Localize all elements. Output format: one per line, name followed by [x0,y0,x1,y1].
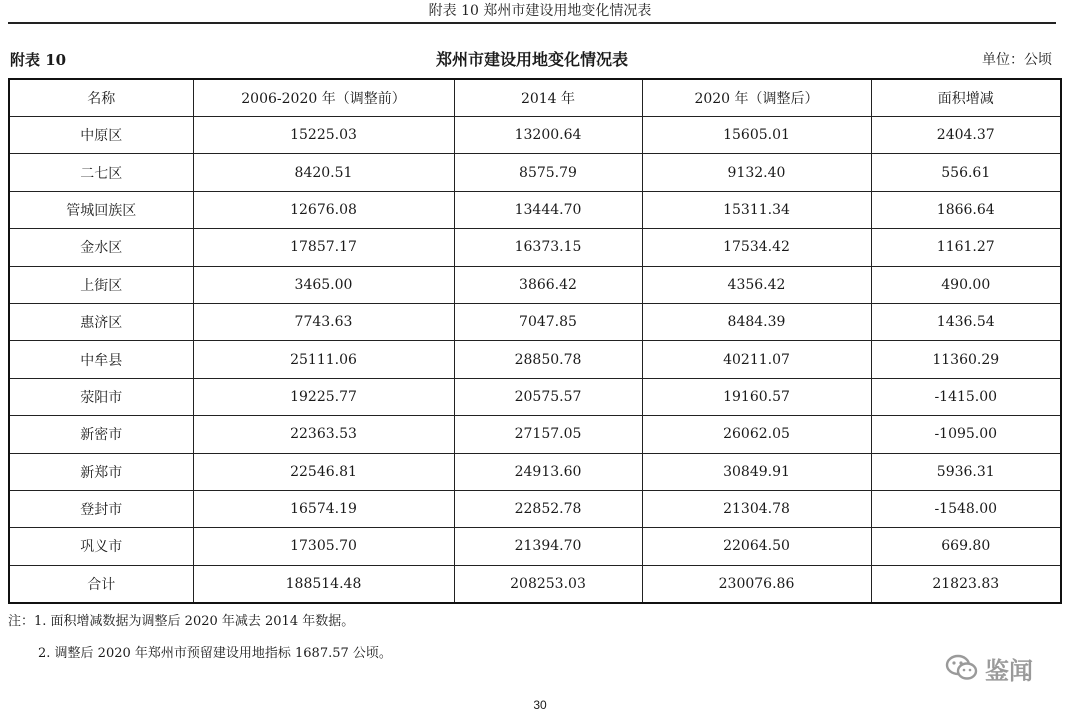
unit-label: 单位：公顷 [982,52,1052,68]
table-row [9,229,1061,266]
value-cell: 17857.17 [193,229,454,266]
table-row [9,341,1061,378]
value-cell: 8484.39 [642,303,871,340]
value-cell: 22852.78 [454,490,642,527]
value-cell: -1095.00 [871,416,1061,453]
table-notes [8,612,392,664]
total-row [9,565,1061,603]
value-cell: 490.00 [871,266,1061,303]
value-cell: 188514.48 [193,565,454,603]
value-cell: 9132.40 [642,154,871,191]
value-cell: 208253.03 [454,565,642,603]
value-cell: -1415.00 [871,378,1061,415]
district-name-cell: 中原区 [9,117,193,154]
table-header-row [9,79,1061,117]
value-cell: 7743.63 [193,303,454,340]
column-header: 名称 [9,79,193,117]
value-cell: 4356.42 [642,266,871,303]
value-cell: 230076.86 [642,565,871,603]
value-cell: 1436.54 [871,303,1061,340]
value-cell: 13200.64 [454,117,642,154]
district-name-cell: 新密市 [9,416,193,453]
value-cell: 1866.64 [871,191,1061,228]
note-1: 注：1. 面积增减数据为调整后 2020 年减去 2014 年数据。 [8,614,355,629]
value-cell: 16574.19 [193,490,454,527]
district-name-cell: 中牟县 [9,341,193,378]
value-cell: 7047.85 [454,303,642,340]
running-header: 附表 10 郑州市建设用地变化情况表 [428,3,652,19]
value-cell: 22363.53 [193,416,454,453]
value-cell: 22546.81 [193,453,454,490]
district-name-cell: 惠济区 [9,303,193,340]
table-row [9,378,1061,415]
district-name-cell: 上街区 [9,266,193,303]
table-row [9,528,1061,565]
value-cell: 1161.27 [871,229,1061,266]
value-cell: 22064.50 [642,528,871,565]
value-cell: 8420.51 [193,154,454,191]
district-name-cell: 合计 [9,565,193,603]
value-cell: 28850.78 [454,341,642,378]
table-number: 附表 10 [10,51,67,69]
value-cell: 15605.01 [642,117,871,154]
value-cell: 2404.37 [871,117,1061,154]
table-title: 郑州市建设用地变化情况表 [435,50,628,69]
watermark [945,648,1033,688]
district-name-cell: 二七区 [9,154,193,191]
column-header: 2020 年（调整后） [642,79,871,117]
value-cell: 3866.42 [454,266,642,303]
value-cell: 25111.06 [193,341,454,378]
value-cell: 15225.03 [193,117,454,154]
column-header: 面积增减 [871,79,1061,117]
value-cell: 12676.08 [193,191,454,228]
district-name-cell: 金水区 [9,229,193,266]
value-cell: 16373.15 [454,229,642,266]
value-cell: 8575.79 [454,154,642,191]
value-cell: 21823.83 [871,565,1061,603]
district-name-cell: 荥阳市 [9,378,193,415]
value-cell: 20575.57 [454,378,642,415]
column-header: 2014 年 [454,79,642,117]
district-name-cell: 管城回族区 [9,191,193,228]
value-cell: 5936.31 [871,453,1061,490]
value-cell: 21304.78 [642,490,871,527]
value-cell: -1548.00 [871,490,1061,527]
watermark-text: 鉴闻 [985,656,1033,685]
value-cell: 669.80 [871,528,1061,565]
value-cell: 11360.29 [871,341,1061,378]
page-number: 30 [533,698,547,712]
value-cell: 15311.34 [642,191,871,228]
value-cell: 17305.70 [193,528,454,565]
value-cell: 19225.77 [193,378,454,415]
value-cell: 27157.05 [454,416,642,453]
column-header: 2006-2020 年（调整前） [193,79,454,117]
value-cell: 13444.70 [454,191,642,228]
wechat-icon [945,653,979,683]
table-row [9,117,1061,154]
table-row [9,154,1061,191]
value-cell: 40211.07 [642,341,871,378]
table-row [9,453,1061,490]
header-rule [8,22,1056,24]
district-name-cell: 巩义市 [9,528,193,565]
value-cell: 556.61 [871,154,1061,191]
value-cell: 19160.57 [642,378,871,415]
table-row [9,490,1061,527]
district-name-cell: 登封市 [9,490,193,527]
table-row [9,191,1061,228]
value-cell: 21394.70 [454,528,642,565]
district-name-cell: 新郑市 [9,453,193,490]
note-2: 2. 调整后 2020 年郑州市预留建设用地指标 1687.57 公顷。 [38,646,392,661]
land-change-table [8,78,1062,604]
value-cell: 30849.91 [642,453,871,490]
value-cell: 3465.00 [193,266,454,303]
table-caption [8,46,1056,74]
table-row [9,416,1061,453]
value-cell: 17534.42 [642,229,871,266]
table-row [9,303,1061,340]
table-row [9,266,1061,303]
value-cell: 24913.60 [454,453,642,490]
value-cell: 26062.05 [642,416,871,453]
